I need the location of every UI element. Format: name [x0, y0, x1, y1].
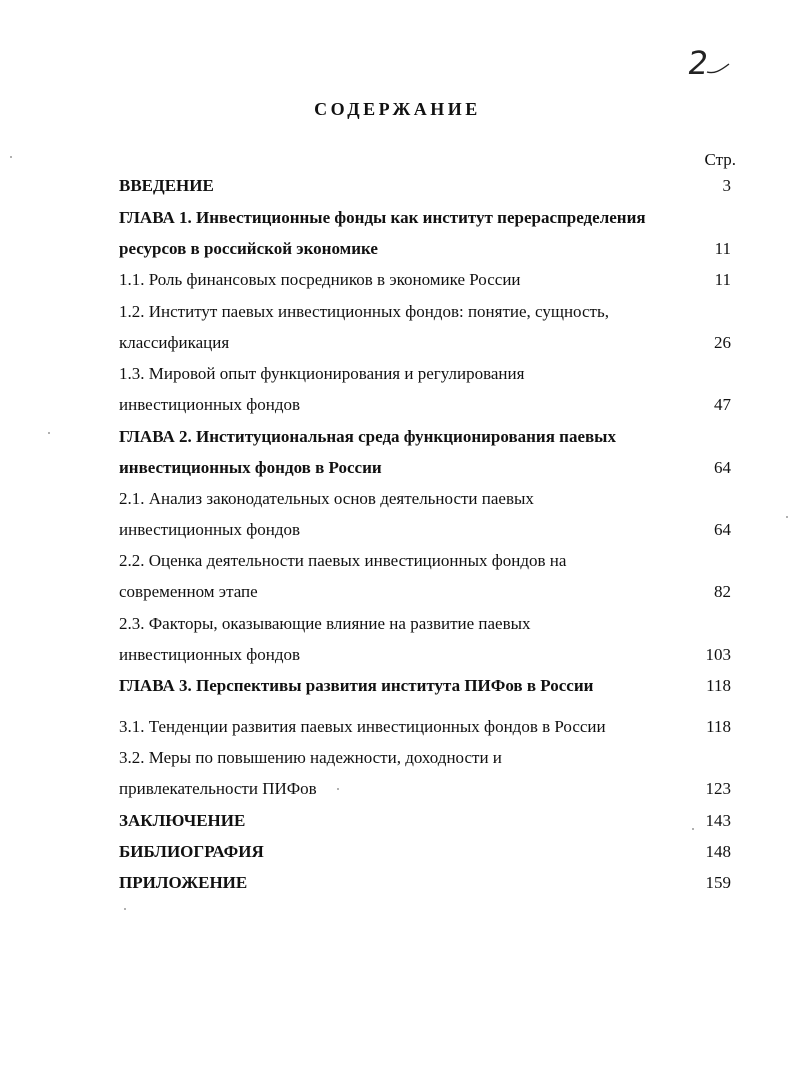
toc-entry-1-2-line-2: классификация: [119, 333, 230, 352]
toc-entry-intro: ВВЕДЕНИЕ: [119, 176, 214, 195]
handwritten-stroke-icon: [706, 62, 730, 76]
toc-entry-chapter-3: ГЛАВА 3. Перспективы развития института ПИФов в России: [119, 676, 594, 695]
toc-page-1-1: 11: [714, 270, 731, 289]
toc-entry-chapter-2-line-1: ГЛАВА 2. Институциональная среда функционирования паевых: [119, 427, 616, 446]
toc-entry-bibliography: БИБЛИОГРАФИЯ: [119, 842, 264, 861]
toc-page-1-3: 47: [714, 395, 731, 414]
toc-page-2-1: 64: [714, 520, 731, 539]
toc-page-chapter-2: 64: [714, 458, 731, 477]
scan-speck: [124, 908, 126, 910]
toc-entry-2-3-line-2: инвестиционных фондов: [119, 645, 301, 664]
page-column-header: Стр.: [704, 150, 736, 169]
toc-entry-conclusion: ЗАКЛЮЧЕНИЕ: [119, 811, 246, 830]
toc-entry-1-3-line-2: инвестиционных фондов: [119, 395, 301, 414]
scan-speck: [10, 156, 12, 158]
toc-entry-3-2-line-2: привлекательности ПИФов: [119, 779, 317, 798]
toc-entry-1-3-line-1: 1.3. Мировой опыт функционирования и регулирования: [119, 364, 525, 383]
toc-page-conclusion: 143: [705, 811, 731, 830]
toc-entry-chapter-1-line-1: ГЛАВА 1. Инвестиционные фонды как институт перераспределения: [119, 208, 646, 227]
handwritten-page-number: 2: [685, 44, 712, 82]
scan-speck: [786, 516, 788, 518]
toc-page-2-3: 103: [705, 645, 731, 664]
toc-entry-chapter-1-line-2: ресурсов в российской экономике: [119, 239, 378, 258]
toc-entry-2-1-line-1: 2.1. Анализ законодательных основ деятельности паевых: [119, 489, 534, 508]
toc-page-1-2: 26: [714, 333, 731, 352]
toc-entry-3-2-line-1: 3.2. Меры по повышению надежности, доходности и: [119, 748, 502, 767]
toc-page-2-2: 82: [714, 582, 731, 601]
toc-entry-1-1: 1.1. Роль финансовых посредников в экономике России: [119, 270, 521, 289]
toc-page-intro: 3: [722, 176, 731, 195]
scan-speck: [337, 788, 339, 790]
scan-speck: [48, 432, 50, 434]
toc-entry-3-1: 3.1. Тенденции развития паевых инвестиционных фондов в России: [119, 717, 606, 736]
toc-entry-chapter-2-line-2: инвестиционных фондов в России: [119, 458, 382, 477]
toc-entry-appendix: ПРИЛОЖЕНИЕ: [119, 873, 248, 892]
toc-entry-2-2-line-2: современном этапе: [119, 582, 258, 601]
toc-page-bibliography: 148: [705, 842, 731, 861]
page-title: СОДЕРЖАНИЕ: [314, 99, 481, 119]
toc-entry-1-2-line-1: 1.2. Институт паевых инвестиционных фондов: понятие, сущность,: [119, 302, 609, 321]
toc-page-chapter-1: 11: [714, 239, 731, 258]
toc-page-chapter-3: 118: [706, 676, 731, 695]
toc-entry-2-3-line-1: 2.3. Факторы, оказывающие влияние на развитие паевых: [119, 614, 531, 633]
toc-page-3-2: 123: [705, 779, 731, 798]
toc-entry-2-2-line-1: 2.2. Оценка деятельности паевых инвестиционных фондов на: [119, 551, 567, 570]
toc-page-3-1: 118: [706, 717, 731, 736]
scan-speck: [692, 828, 694, 830]
toc-page-appendix: 159: [705, 873, 731, 892]
toc-entry-2-1-line-2: инвестиционных фондов: [119, 520, 301, 539]
